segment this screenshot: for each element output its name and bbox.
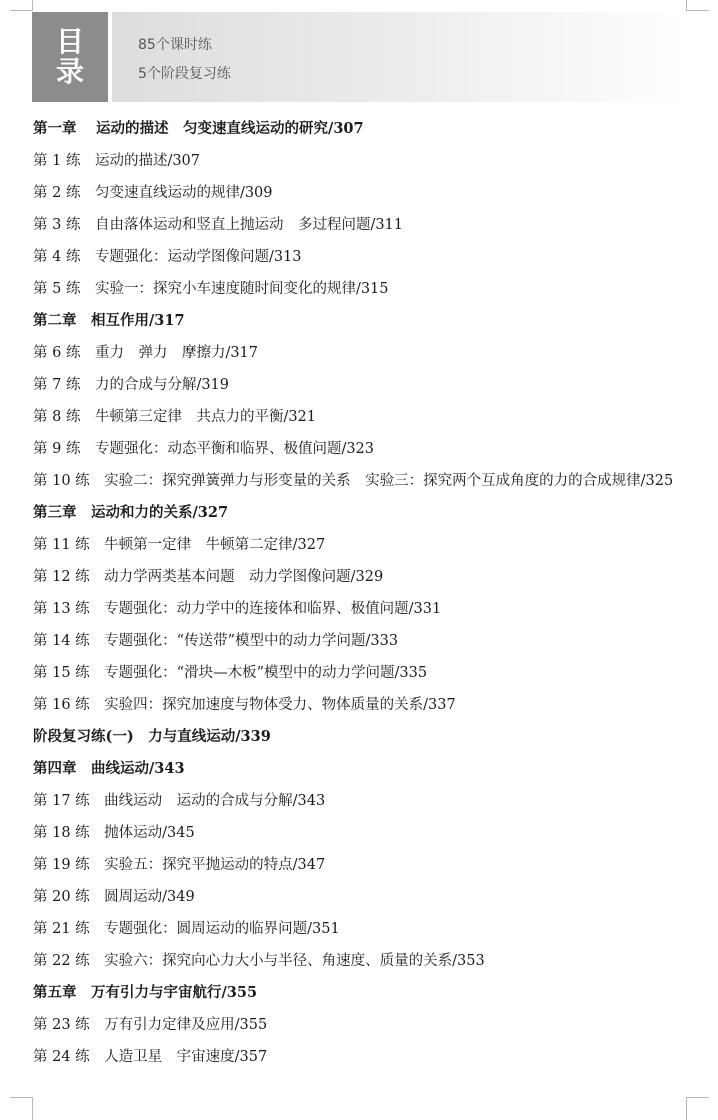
- crop-mark-top-right: [686, 0, 709, 11]
- toc-lesson-entry: 第 17 练 曲线运动 运动的合成与分解/343: [33, 793, 326, 809]
- toc-lesson-entry: 第 22 练 实验六：探究向心力大小与半径、角速度、质量的关系/353: [33, 953, 485, 969]
- header-subtitle-reviews: 5个阶段复习练: [138, 66, 231, 82]
- toc-chapter-heading: 第三章 运动和力的关系/327: [33, 504, 229, 521]
- toc-lesson-entry: 第 8 练 牛顿第三定律 共点力的平衡/321: [33, 409, 317, 425]
- toc-lesson-entry: 第 18 练 抛体运动/345: [33, 825, 195, 841]
- crop-mark-top-left: [10, 0, 33, 11]
- toc-lesson-entry: 第 20 练 圆周运动/349: [33, 889, 195, 905]
- toc-lesson-entry: 第 2 练 匀变速直线运动的规律/309: [33, 185, 273, 201]
- toc-lesson-entry: 第 4 练 专题强化：运动学图像问题/313: [33, 249, 302, 265]
- toc-lesson-entry: 第 11 练 牛顿第一定律 牛顿第二定律/327: [33, 537, 326, 553]
- toc-chapter-heading: 第四章 曲线运动/343: [33, 760, 185, 777]
- contents-badge: [32, 12, 108, 102]
- toc-lesson-entry: 第 13 练 专题强化：动力学中的连接体和临界、极值问题/331: [33, 601, 442, 617]
- toc-lesson-entry: 第 3 练 自由落体运动和竖直上抛运动 多过程问题/311: [33, 217, 404, 233]
- toc-lesson-entry: 第 23 练 万有引力定律及应用/355: [33, 1017, 268, 1033]
- toc-lesson-entry: 第 7 练 力的合成与分解/319: [33, 377, 230, 393]
- toc-lesson-entry: 第 15 练 专题强化：“滑块—木板”模型中的动力学问题/335: [33, 665, 428, 681]
- badge-separator: [108, 12, 112, 102]
- toc-lesson-entry: 第 16 练 实验四：探究加速度与物体受力、物体质量的关系/337: [33, 697, 456, 713]
- header-subtitle-lessons: 85个课时练: [138, 37, 212, 53]
- toc-lesson-entry: 第 9 练 专题强化：动态平衡和临界、极值问题/323: [33, 441, 375, 457]
- toc-chapter-heading: 第五章 万有引力与宇宙航行/355: [33, 984, 258, 1001]
- toc-lesson-entry: 第 14 练 专题强化：“传送带”模型中的动力学问题/333: [33, 633, 399, 649]
- toc-lesson-entry: 第 5 练 实验一：探究小车速度随时间变化的规律/315: [33, 281, 389, 297]
- toc-chapter-heading: 第一章 运动的描述 匀变速直线运动的研究/307: [33, 120, 364, 137]
- contents-header-banner: [32, 12, 687, 102]
- toc-lesson-entry: 第 6 练 重力 弹力 摩擦力/317: [33, 345, 259, 361]
- toc-lesson-entry: 第 19 练 实验五：探究平抛运动的特点/347: [33, 857, 326, 873]
- table-of-contents: [33, 113, 693, 1073]
- toc-lesson-entry: 第 1 练 运动的描述/307: [33, 153, 201, 169]
- toc-lesson-entry: 第 21 练 专题强化：圆周运动的临界问题/351: [33, 921, 340, 937]
- toc-lesson-entry: 第 12 练 动力学两类基本问题 动力学图像问题/329: [33, 569, 384, 585]
- toc-chapter-heading: 第二章 相互作用/317: [33, 312, 185, 329]
- badge-char-2: 录: [55, 55, 84, 88]
- crop-mark-bottom-left: [10, 1097, 33, 1120]
- toc-lesson-entry: 第 10 练 实验二：探究弹簧弹力与形变量的关系 实验三：探究两个互成角度的力的合成规律/325: [33, 473, 674, 489]
- badge-char-1: 目: [55, 25, 84, 58]
- toc-chapter-heading: 阶段复习练(一) 力与直线运动/339: [33, 728, 271, 745]
- crop-mark-bottom-right: [686, 1097, 709, 1120]
- toc-lesson-entry: 第 24 练 人造卫星 宇宙速度/357: [33, 1049, 268, 1065]
